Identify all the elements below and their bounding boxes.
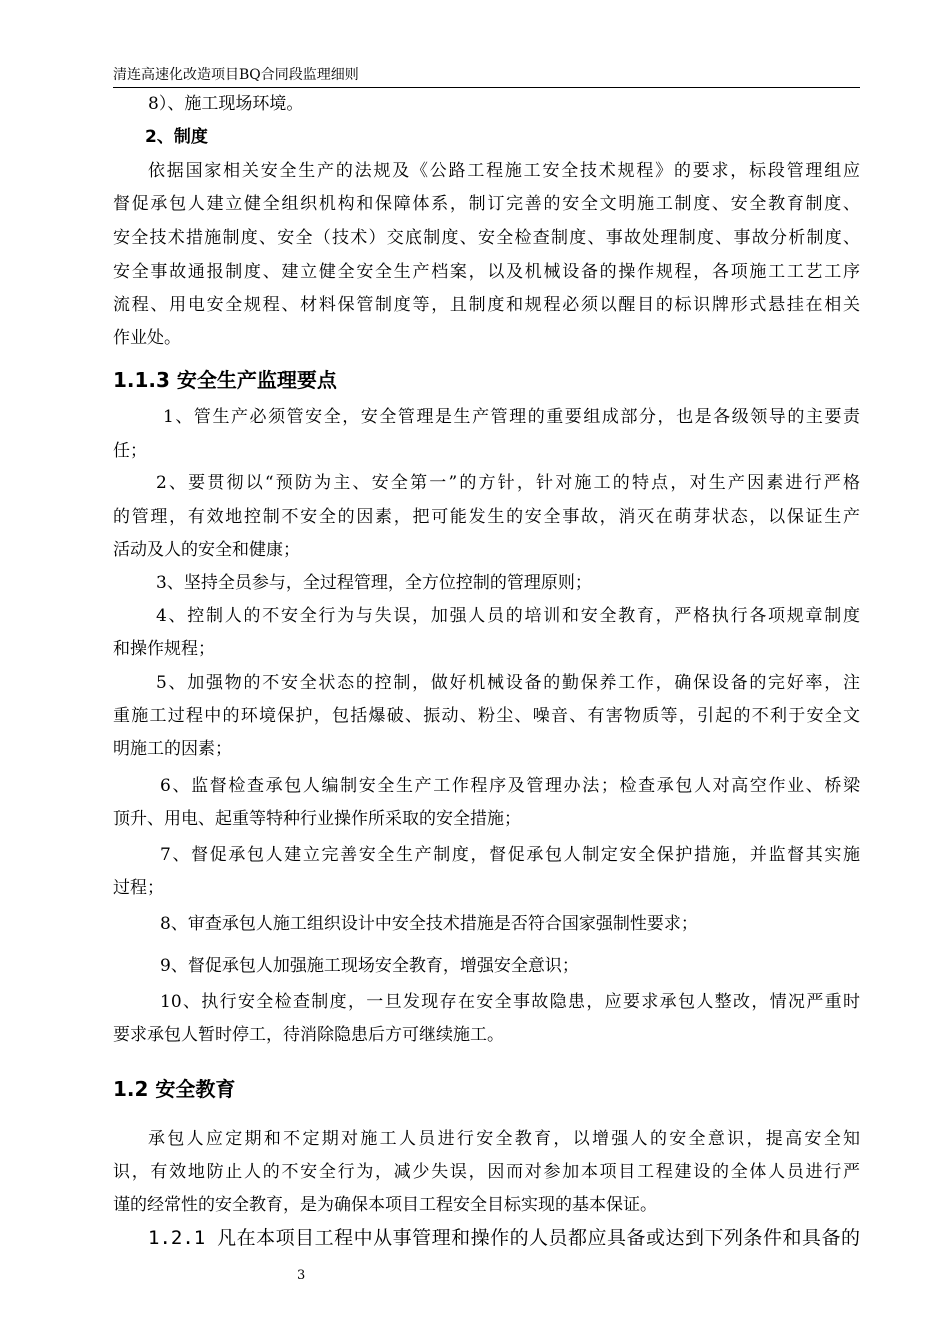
paragraph-line: 督促承包人建立健全组织机构和保障体系，制订完善的安全文明施工制度、安全教育制度、 bbox=[113, 194, 860, 214]
paragraph-line: 作业处。 bbox=[113, 328, 181, 348]
list-item: 明施工的因素； bbox=[113, 739, 232, 759]
paragraph-line: 承包人应定期和不定期对施工人员进行安全教育，以增强人的安全意识，提高安全知 bbox=[148, 1129, 860, 1149]
list-item: 10、执行安全检查制度，一旦发现存在安全事故隐患，应要求承包人整改，情况严重时 bbox=[160, 992, 860, 1012]
list-item: 活动及人的安全和健康； bbox=[113, 540, 300, 560]
paragraph-line: 流程、用电安全规程、材料保管制度等，且制度和规程必须以醒目的标识牌形式悬挂在相关 bbox=[113, 295, 860, 315]
paragraph-line: 识，有效地防止人的不安全行为，减少失误，因而对参加本项目工程建设的全体人员进行严 bbox=[113, 1162, 860, 1182]
list-item: 7、督促承包人建立完善安全生产制度，督促承包人制定安全保护措施，并监督其实施 bbox=[160, 845, 860, 865]
list-item: 和操作规程； bbox=[113, 639, 215, 659]
list-item: 8、审查承包人施工组织设计中安全技术措施是否符合国家强制性要求； bbox=[160, 914, 698, 934]
section-heading: 1.2 安全教育 bbox=[113, 1077, 236, 1101]
list-item: 2、要贯彻以“预防为主、安全第一”的方针，针对施工的特点，对生产因素进行严格 bbox=[156, 473, 860, 493]
list-item: 要求承包人暂时停工，待消除隐患后方可继续施工。 bbox=[113, 1025, 504, 1045]
list-item: 5、加强物的不安全状态的控制，做好机械设备的勤保养工作，确保设备的完好率，注 bbox=[156, 673, 860, 693]
paragraph-line: 谨的经常性的安全教育，是为确保本项目工程安全目标实现的基本保证。 bbox=[113, 1195, 657, 1215]
paragraph-line: 安全技术措施制度、安全（技术）交底制度、安全检查制度、事故处理制度、事故分析制度、 bbox=[113, 228, 860, 248]
list-item: 9、督促承包人加强施工现场安全教育，增强安全意识； bbox=[160, 956, 579, 976]
list-item: 过程； bbox=[113, 878, 164, 898]
list-item: 重施工过程中的环境保护，包括爆破、振动、粉尘、噪音、有害物质等，引起的不利于安全文 bbox=[113, 706, 860, 726]
list-item: 任； bbox=[113, 441, 147, 461]
list-item: 1、管生产必须管安全，安全管理是生产管理的重要组成部分，也是各级领导的主要责 bbox=[163, 407, 860, 427]
list-item: 6、监督检查承包人编制安全生产工作程序及管理办法；检查承包人对高空作业、桥梁 bbox=[160, 776, 860, 796]
list-item: 4、控制人的不安全行为与失误，加强人员的培训和安全教育，严格执行各项规章制度 bbox=[156, 606, 860, 626]
paragraph-line: 安全事故通报制度、建立健全安全生产档案，以及机械设备的操作规程，各项施工工艺工序 bbox=[113, 262, 860, 282]
subsection-heading: 1.2.1 凡在本项目工程中从事管理和操作的人员都应具备或达到下列条件和具备的 bbox=[148, 1227, 860, 1249]
list-item: 8）、施工现场环境。 bbox=[148, 94, 304, 114]
list-item: 顶升、用电、起重等特种行业操作所采取的安全措施； bbox=[113, 809, 521, 829]
section-heading: 2、制度 bbox=[145, 127, 208, 147]
list-item: 3、坚持全员参与，全过程管理，全方位控制的管理原则； bbox=[156, 573, 592, 593]
page-number: 3 bbox=[297, 1268, 306, 1283]
running-header: 清连高速化改造项目BQ合同段监理细则 bbox=[113, 67, 359, 83]
header-rule bbox=[113, 87, 860, 88]
list-item: 的管理，有效地控制不安全的因素，把可能发生的安全事故，消灭在萌芽状态，以保证生产 bbox=[113, 507, 860, 527]
paragraph-line: 依据国家相关安全生产的法规及《公路工程施工安全技术规程》的要求，标段管理组应 bbox=[148, 161, 860, 181]
section-heading: 1.1.3 安全生产监理要点 bbox=[113, 368, 337, 392]
